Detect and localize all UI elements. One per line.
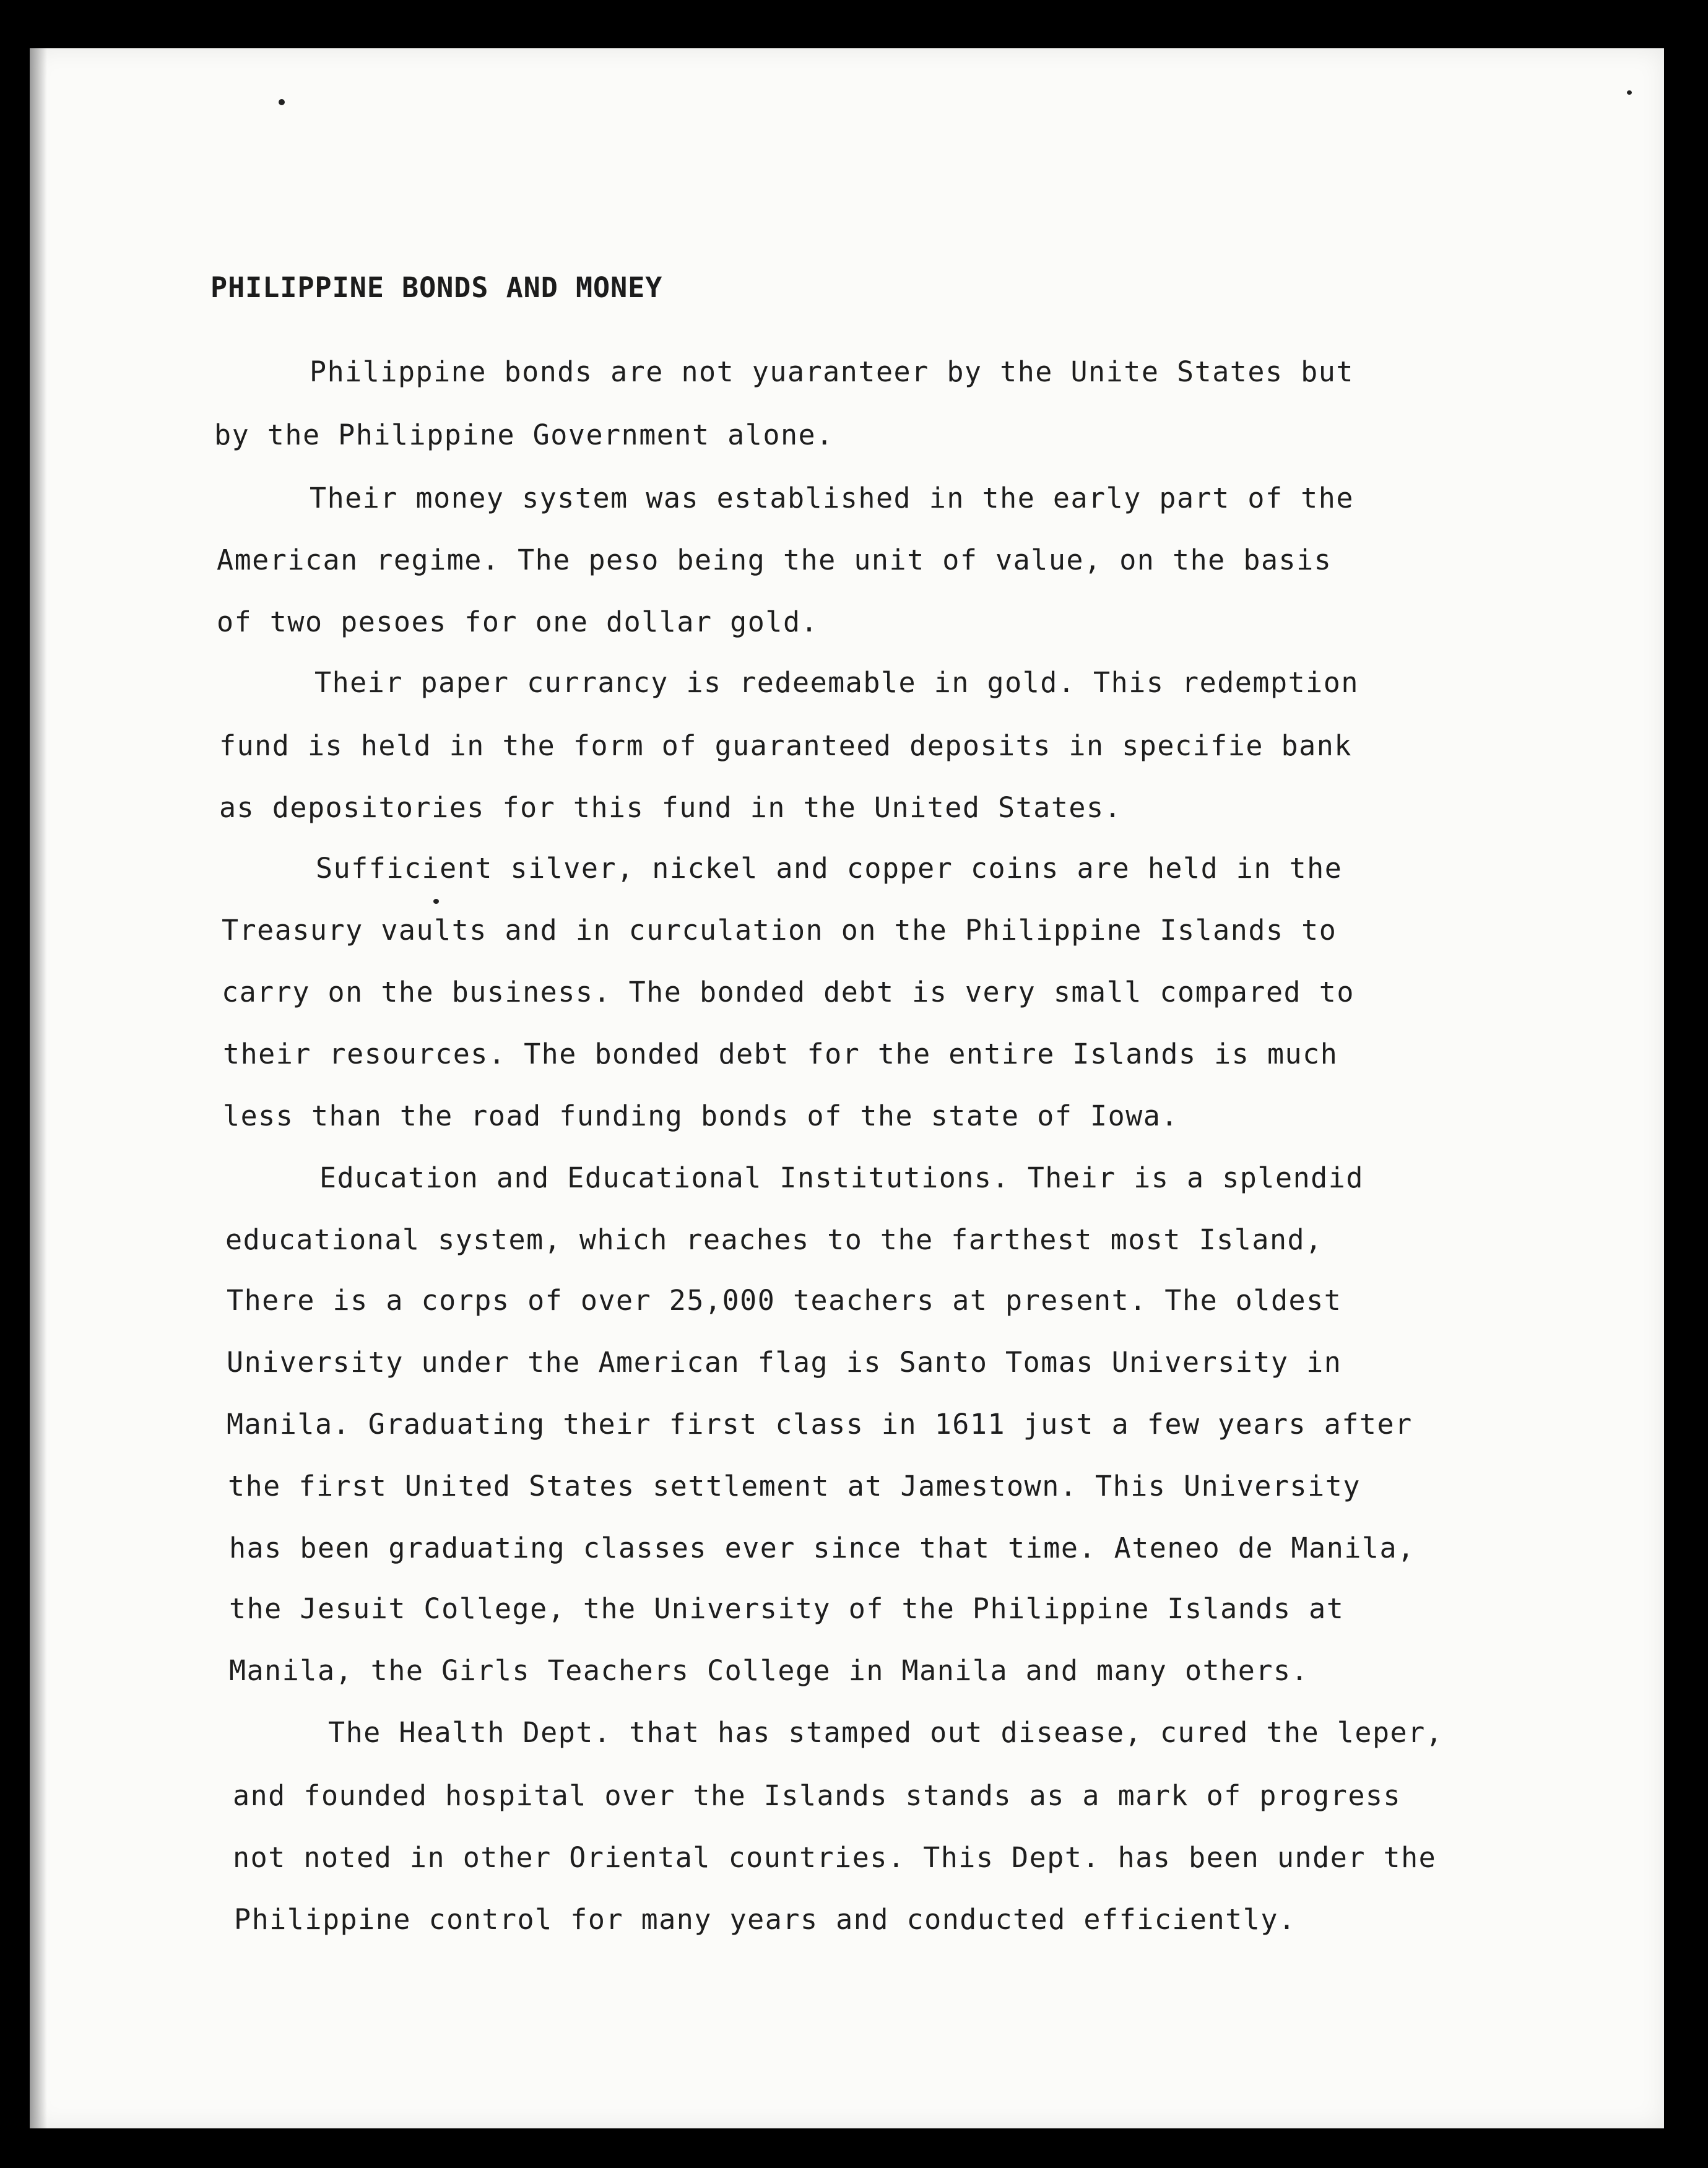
text-line: as depositories for this fund in the United States.	[219, 791, 1122, 824]
text-line: less than the road funding bonds of the state of Iowa.	[223, 1099, 1179, 1132]
ink-speck	[1627, 90, 1632, 95]
text-line: American regime. The peso being the unit of value, on the basis	[217, 544, 1332, 576]
text-line: carry on the business. The bonded debt is very small compared to	[222, 976, 1355, 1008]
text-line: There is a corps of over 25,000 teachers at present. The oldest	[227, 1284, 1342, 1317]
text-line: not noted in other Oriental countries. This Dept. has been under the	[233, 1841, 1437, 1874]
text-line: Manila. Graduating their first class in 1611 just a few years after	[227, 1408, 1413, 1441]
text-line: by the Philippine Government alone.	[214, 418, 834, 451]
ink-speck	[433, 899, 439, 904]
text-line: The Health Dept. that has stamped out disease, cured the leper,	[328, 1716, 1444, 1749]
document-title: PHILIPPINE BONDS AND MONEY	[210, 271, 663, 304]
text-line: Manila, the Girls Teachers College in Manila and many others.	[229, 1654, 1309, 1687]
text-line: of two pesoes for one dollar gold.	[217, 605, 819, 638]
document-page	[30, 48, 1664, 2128]
text-line: and founded hospital over the Islands stands as a mark of progress	[233, 1779, 1402, 1812]
text-line: Their paper currancy is redeemable in gold. This redemption	[314, 666, 1359, 699]
page-edge-shadow	[30, 48, 47, 2128]
text-line: the first United States settlement at Jamestown. This University	[228, 1470, 1361, 1502]
text-line: Treasury vaults and in curculation on the Philippine Islands to	[222, 914, 1337, 947]
text-line: educational system, which reaches to the farthest most Island,	[225, 1223, 1323, 1256]
ink-speck	[279, 99, 285, 105]
text-line: Philippine control for many years and conducted efficiently.	[234, 1903, 1296, 1936]
text-line: University under the American flag is Santo Tomas University in	[227, 1346, 1342, 1379]
text-line: Their money system was established in the early part of the	[310, 482, 1354, 514]
text-line: has been graduating classes ever since that time. Ateneo de Manila,	[229, 1532, 1415, 1564]
text-line: fund is held in the form of guaranteed deposits in specifie bank	[219, 729, 1352, 762]
text-line: Education and Educational Institutions. Their is a splendid	[319, 1161, 1364, 1194]
text-line: their resources. The bonded debt for the entire Islands is much	[223, 1038, 1338, 1070]
text-line: Sufficient silver, nickel and copper coins are held in the	[316, 852, 1343, 885]
text-line: Philippine bonds are not yuaranteer by the Unite States but	[310, 355, 1354, 388]
text-line: the Jesuit College, the University of the Philippine Islands at	[229, 1592, 1345, 1625]
